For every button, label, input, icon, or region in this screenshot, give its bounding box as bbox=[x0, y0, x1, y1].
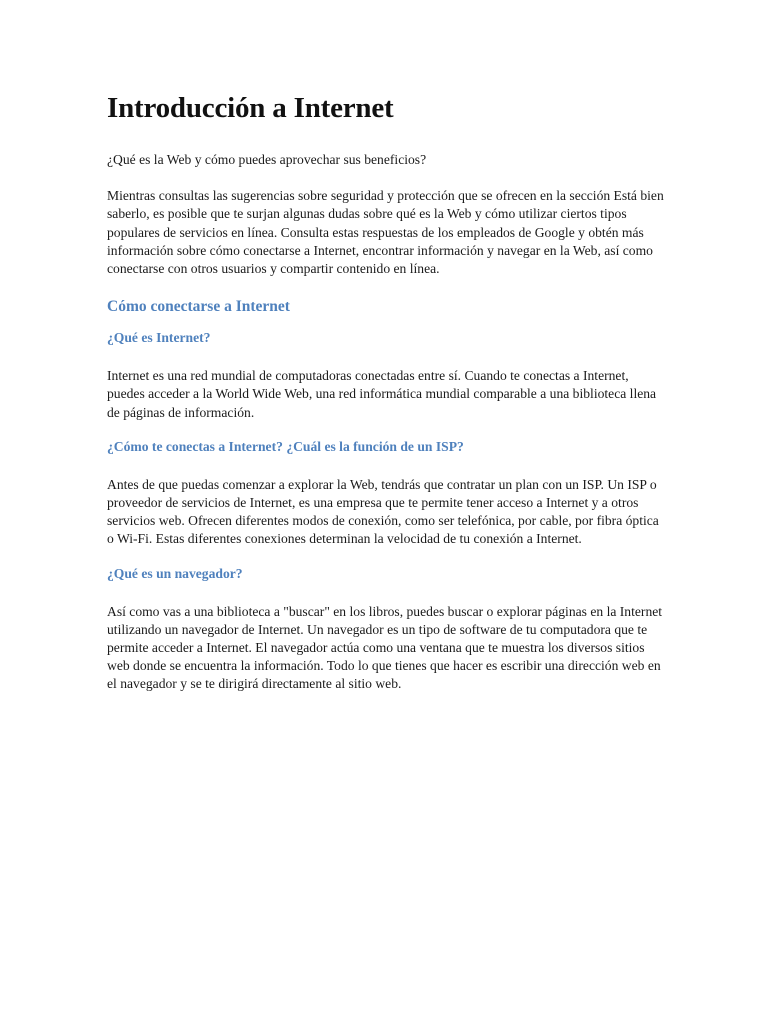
question-heading: ¿Qué es Internet? bbox=[107, 330, 211, 346]
qa-item bbox=[107, 439, 664, 549]
section-heading: Cómo conectarse a Internet bbox=[107, 298, 290, 316]
answer-paragraph: Antes de que puedas comenzar a explorar la Web, tendrás que contratar un plan con un ISP. Un ISP o proveedor de servicios de Internet, es una empresa que te permite tener acceso a Internet y a otros servicios web. Ofrecen diferentes modos de conexión, como ser telefónica, por cable, por fibra óptica o Wi-Fi. Estas diferentes conexiones determinan la velocidad de tu conexión a Internet. bbox=[107, 476, 659, 547]
intro-question: ¿Qué es la Web y cómo puedes aprovechar sus beneficios? bbox=[107, 152, 427, 167]
qa-item bbox=[107, 330, 664, 422]
question-heading: ¿Cómo te conectas a Internet? ¿Cuál es la función de un ISP? bbox=[107, 438, 464, 454]
answer-paragraph: Internet es una red mundial de computadoras conectadas entre sí. Cuando te conectas a Internet, puedes acceder a la World Wide Web, una red informática mundial comparable a una biblioteca llena de páginas de información. bbox=[107, 368, 657, 420]
intro-paragraph: Mientras consultas las sugerencias sobre seguridad y protección que se ofrecen en la sección Está bien saberlo, es posible que te surjan algunas dudas sobre qué es la Web y cómo utilizar ciertos tipos populares de servicios en línea. Consulta estas respuestas de los empleados de Google y obtén más información sobre cómo conectarse a Internet, encontrar información y navegar en la Web, así como conectarse con otros usuarios y compartir contenido en línea. bbox=[107, 188, 664, 277]
page-title: Introducción a Internet bbox=[107, 92, 394, 124]
answer-paragraph: Así como vas a una biblioteca a "buscar" en los libros, puedes buscar o explorar páginas en la Internet utilizando un navegador de Internet. Un navegador es un tipo de software de tu computadora que te permite acceder a Internet. El navegador actúa como una ventana que te muestra los diversos sitios web donde se encuentra la información. Todo lo que tienes que hacer es escribir una dirección web en el navegador y se te dirigirá directamente al sitio web. bbox=[107, 603, 663, 692]
question-heading: ¿Qué es un navegador? bbox=[107, 565, 243, 581]
qa-item bbox=[107, 566, 664, 694]
